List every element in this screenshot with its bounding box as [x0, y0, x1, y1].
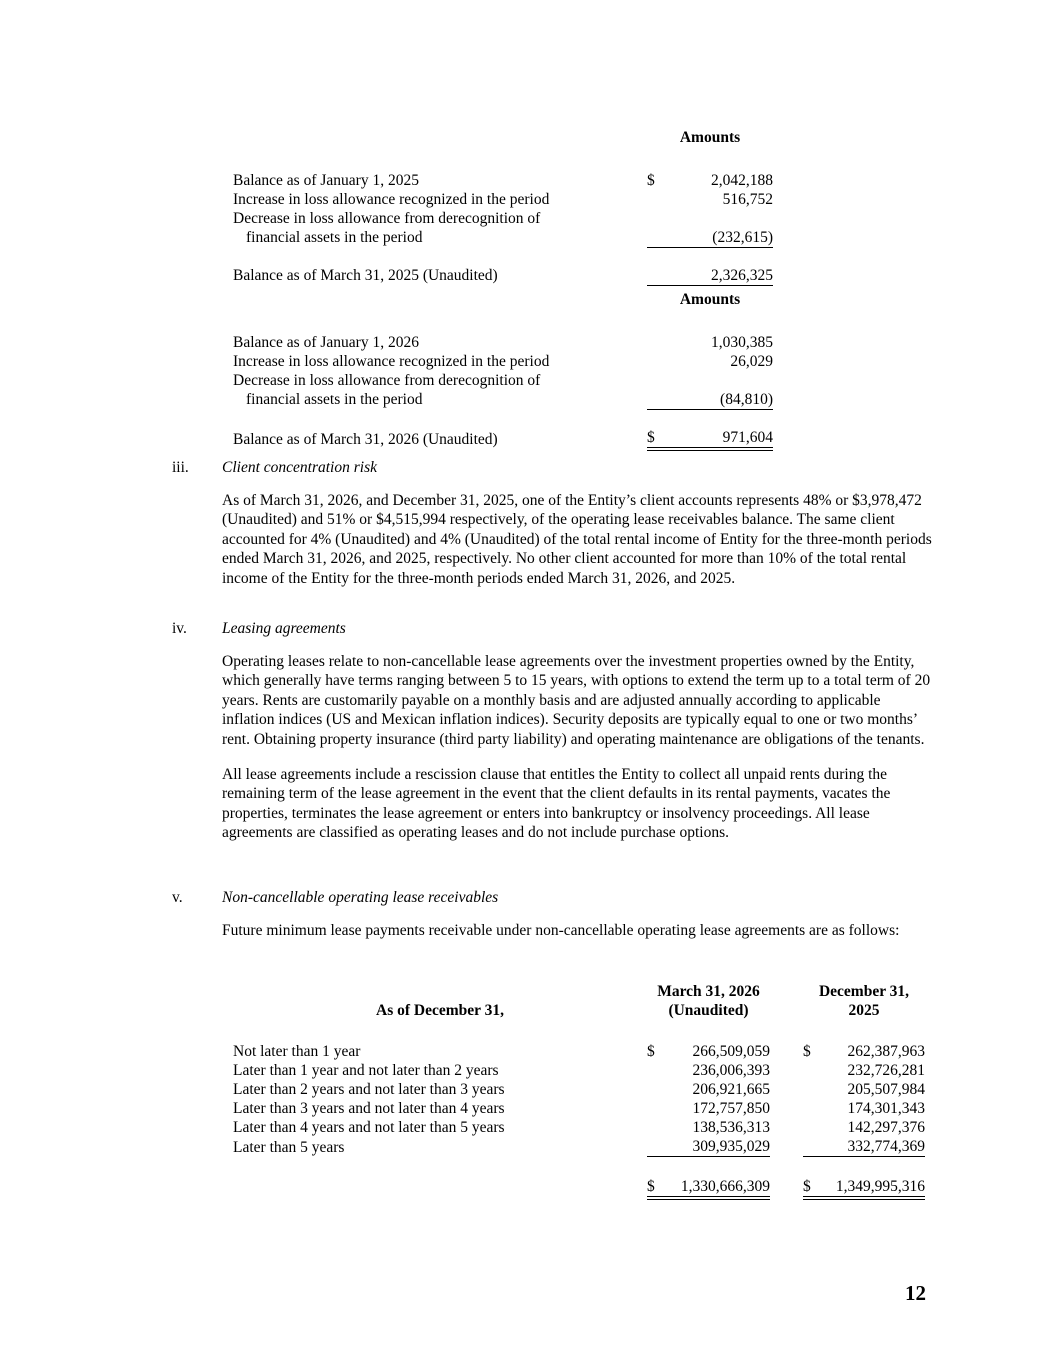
section-client-concentration-risk [170, 458, 932, 588]
row-label: Balance as of March 31, 2026 (Unaudited) [233, 430, 498, 448]
table-row [233, 171, 773, 190]
row-label: Later than 2 years and not later than 3 years [233, 1081, 505, 1098]
table-row [233, 1061, 925, 1080]
row-label: Balance as of January 1, 2025 [233, 172, 419, 189]
row-label: Balance as of January 1, 2026 [233, 334, 419, 351]
section-non-cancellable-lease-receivables [170, 888, 932, 940]
lease-payments-table [233, 978, 925, 1200]
row-amount: (232,615) [677, 209, 773, 247]
row-amount: 205,507,984 [847, 1081, 925, 1098]
table-row [233, 1118, 925, 1137]
row-label: Decrease in loss allowance from derecognition of financial assets in the period [233, 372, 541, 408]
section-title: Leasing agreements [222, 620, 346, 637]
row-amount: 516,752 [722, 191, 773, 208]
currency-symbol [647, 266, 677, 286]
row-amount: 172,757,850 [692, 1100, 770, 1117]
column-header-as-of: As of December 31, [376, 1002, 504, 1019]
row-label: Increase in loss allowance recognized in the period [233, 353, 550, 370]
row-amount: 1,030,385 [711, 334, 773, 351]
paragraph: All lease agreements include a rescission clause that entitles the Entity to collect all unpaid rents during the remaining term of the lease agreement in the event that the client defaults in its rental payments, vacates the properties, terminates the lease agreement or enters into bankruptcy or insolvency proceedings. All lease agreements are classified as operating leases and do not include purchase options. [222, 766, 891, 842]
row-amount: 138,536,313 [692, 1119, 770, 1136]
row-amount: 266,509,059 [692, 1043, 770, 1060]
currency-symbol: $ [647, 172, 655, 189]
row-amount: 2,042,188 [711, 172, 773, 189]
paragraph: Operating leases relate to non-cancellable lease agreements over the investment properties owned by the Entity, which generally have terms ranging between 5 to 15 years, with options to extend the term up to a total term of 20 years. Rents are customarily payable on a monthly basis and are adjusted annually according to applicable inflation indices (US and Mexican inflation indices). Security deposits are typically equal to one or two months’ rent. Obtaining property insurance (third party liability) and operating maintenance are obligations of the tenants. [222, 653, 931, 748]
row-label: Later than 1 year and not later than 2 years [233, 1062, 499, 1079]
table-row [233, 1137, 925, 1157]
currency-symbol: $ [803, 1043, 811, 1060]
row-amount: 236,006,393 [692, 1062, 770, 1079]
total-amount: 1,349,995,316 [833, 1177, 925, 1198]
row-label: Balance as of March 31, 2025 (Unaudited) [233, 267, 498, 284]
table-row-total [233, 1177, 925, 1198]
table-row-subtotal [233, 266, 773, 286]
row-label: Later than 3 years and not later than 4 years [233, 1100, 505, 1117]
row-label: Later than 4 years and not later than 5 years [233, 1119, 505, 1136]
table-row [233, 190, 773, 209]
row-label: Not later than 1 year [233, 1043, 361, 1060]
row-amount: 309,935,029 [677, 1137, 770, 1157]
row-amount: 332,774,369 [833, 1137, 925, 1157]
currency-symbol [647, 333, 677, 352]
row-amount: (84,810) [677, 371, 773, 409]
currency-symbol: $ [647, 1043, 655, 1060]
section-leasing-agreements [170, 619, 932, 843]
row-amount: 232,726,281 [847, 1062, 925, 1079]
currency-symbol: $ [647, 428, 677, 449]
row-amount: 206,921,665 [692, 1081, 770, 1098]
column-header-december-2025: December 31, 2025 [818, 983, 910, 1019]
row-amount: 2,326,325 [677, 266, 773, 286]
currency-symbol: $ [803, 1177, 833, 1198]
table-row [233, 1099, 925, 1118]
table-row [233, 352, 773, 371]
section-numeral: iii. [172, 459, 189, 476]
table [233, 978, 925, 1200]
loss-allowance-table-2026 [233, 290, 773, 451]
section-numeral: v. [172, 889, 183, 906]
table-row-total [233, 428, 773, 449]
amounts-column-header: Amounts [679, 129, 741, 146]
row-amount: 174,301,343 [847, 1100, 925, 1117]
currency-symbol: $ [647, 1177, 677, 1198]
paragraph: As of March 31, 2026, and December 31, 2025, one of the Entity’s client accounts represents 48% or $3,978,472 (Unaudited) and 51% or $4,515,994 respectively, of the operating lease receivables balance. The same client accounted for 4% (Unaudited) and 4% (Unaudited) of the total rental income of Entity for the three-month periods ended March 31, 2026, and 2025, respectively. No other client accounted for more than 10% of the total rental income of the Entity for the three-month periods ended March 31, 2026, and 2025. [222, 492, 932, 587]
row-label: Later than 5 years [233, 1138, 345, 1156]
loss-allowance-table-2025 [233, 128, 773, 286]
row-label: Decrease in loss allowance from derecognition of financial assets in the period [233, 210, 541, 246]
row-amount: 142,297,376 [847, 1119, 925, 1136]
section-numeral: iv. [172, 620, 187, 637]
row-amount: 26,029 [730, 353, 773, 370]
table-row [233, 1042, 925, 1061]
row-amount: 971,604 [677, 428, 773, 449]
table [233, 290, 773, 451]
table-row [233, 209, 773, 247]
page-number: 12 [905, 1281, 926, 1305]
table-row [233, 1080, 925, 1099]
row-amount: 262,387,963 [847, 1043, 925, 1060]
column-header-march-2026: March 31, 2026 (Unaudited) [657, 983, 760, 1019]
amounts-column-header: Amounts [679, 291, 741, 308]
table-row [233, 371, 773, 409]
table-row [233, 333, 773, 352]
section-title: Client concentration risk [222, 459, 377, 476]
row-label: Increase in loss allowance recognized in the period [233, 191, 550, 208]
paragraph: Future minimum lease payments receivable under non-cancellable operating lease agreements are as follows: [222, 922, 900, 939]
total-amount: 1,330,666,309 [677, 1177, 770, 1198]
section-title: Non-cancellable operating lease receivables [222, 889, 499, 906]
table [233, 128, 773, 286]
